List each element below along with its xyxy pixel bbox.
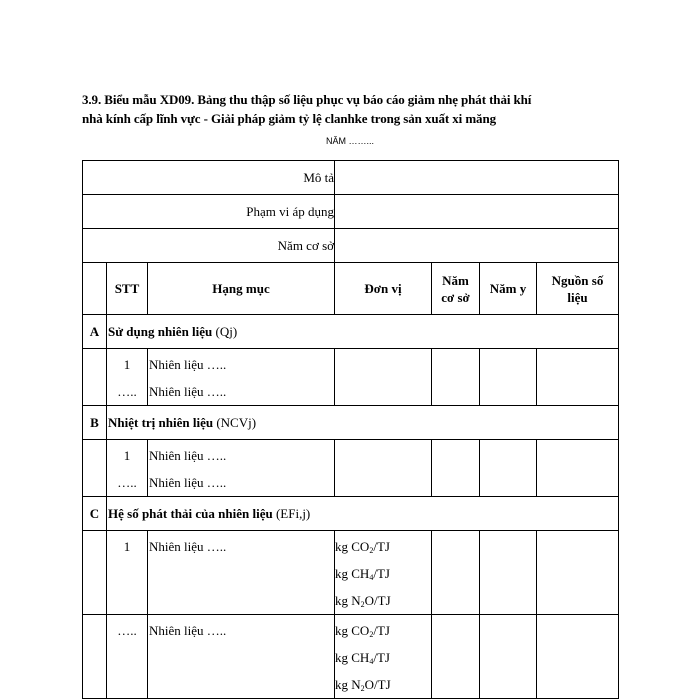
header-row — [83, 263, 619, 315]
section-c-item-1 — [83, 531, 619, 615]
description-row — [83, 161, 619, 195]
unit-cell[interactable] — [335, 440, 432, 497]
section-b-stt — [107, 440, 148, 497]
stt-dots: ….. — [117, 384, 137, 399]
section-a-items — [83, 349, 619, 406]
header-base-year-line-1: Năm — [442, 272, 469, 288]
blank-cell — [83, 440, 107, 497]
scope-value-cell[interactable] — [335, 195, 619, 229]
section-c-units-2 — [335, 615, 432, 699]
data-collection-table — [82, 160, 619, 699]
stt-1: 1 — [123, 357, 131, 372]
form-title-line-2: nhà kính cấp lĩnh vực - Giải pháp giảm tỷ lệ clanhke trong sản xuất xi măng — [82, 111, 496, 126]
section-a-title — [107, 315, 619, 349]
source-cell[interactable] — [537, 531, 619, 615]
unit-n2o: kg $N_2O/TJ$ — [335, 593, 391, 609]
fuel-item: Nhiên liệu ….. — [149, 448, 227, 463]
section-a-symbol: (Qj) — [215, 323, 238, 339]
section-c-letter: C — [83, 497, 107, 531]
header-stt: STT — [107, 263, 148, 315]
unit-ch4: kg $CH_4/TJ$ — [335, 650, 390, 666]
description-value-cell[interactable] — [335, 161, 619, 195]
header-blank — [83, 263, 107, 315]
source-cell[interactable] — [537, 615, 619, 699]
unit-cell[interactable] — [335, 349, 432, 406]
unit-co2: kg $CO_2/TJ$ — [335, 539, 390, 555]
blank-cell — [83, 349, 107, 406]
unit-ch4: kg $CH_4/TJ$ — [335, 566, 390, 582]
year-y-cell[interactable] — [480, 615, 537, 699]
base-year-cell[interactable] — [432, 615, 480, 699]
header-unit: Đơn vị — [335, 263, 432, 315]
blank-cell — [83, 531, 107, 615]
header-source-line-1: Nguồn số — [551, 272, 604, 288]
year-y-cell[interactable] — [480, 349, 537, 406]
section-c-item-2 — [83, 615, 619, 699]
stt-1: 1 — [123, 448, 131, 463]
section-a-letter: A — [83, 315, 107, 349]
description-label: Mô tả — [83, 161, 335, 195]
base-year-row — [83, 229, 619, 263]
header-year-y: Năm y — [480, 263, 537, 315]
blank-cell — [83, 615, 107, 699]
base-year-value-cell[interactable] — [335, 229, 619, 263]
section-c-row — [83, 497, 619, 531]
fuel-item: Nhiên liệu ….. — [149, 623, 227, 638]
section-a-items-cell — [148, 349, 335, 406]
header-base-year — [432, 263, 480, 315]
unit-co2: kg $CO_2/TJ$ — [335, 623, 390, 639]
form-title-line-1: 3.9. Biểu mẫu XD09. Bảng thu thập số liệu phục vụ báo cáo giảm nhẹ phát thải khí — [82, 92, 532, 107]
section-b-name: Nhiệt trị nhiên liệu — [108, 414, 214, 430]
scope-label: Phạm vi áp dụng — [83, 195, 335, 229]
section-c-item-2-cell — [148, 615, 335, 699]
section-b-title — [107, 406, 619, 440]
section-c-stt-2 — [107, 615, 148, 699]
section-c-stt-1 — [107, 531, 148, 615]
section-a-row — [83, 315, 619, 349]
stt-dots: ….. — [117, 475, 137, 490]
fuel-item: Nhiên liệu ….. — [149, 384, 227, 399]
stt-1: 1 — [123, 539, 131, 554]
fuel-item: Nhiên liệu ….. — [149, 475, 227, 490]
base-year-label: Năm cơ sở — [83, 229, 335, 263]
header-base-year-line-2: cơ sở — [441, 289, 470, 305]
header-source — [537, 263, 619, 315]
year-label: NĂM ……... — [325, 136, 374, 146]
source-cell[interactable] — [537, 349, 619, 406]
fuel-item: Nhiên liệu ….. — [149, 539, 227, 554]
section-b-items — [83, 440, 619, 497]
header-source-line-2: liệu — [567, 289, 588, 305]
year-y-cell[interactable] — [480, 531, 537, 615]
source-cell[interactable] — [537, 440, 619, 497]
section-c-item-1-cell — [148, 531, 335, 615]
base-year-cell[interactable] — [432, 440, 480, 497]
header-item: Hạng mục — [148, 263, 335, 315]
section-c-name: Hệ số phát thải của nhiên liệu — [108, 505, 273, 521]
base-year-cell[interactable] — [432, 531, 480, 615]
scope-row — [83, 195, 619, 229]
section-c-title — [107, 497, 619, 531]
form-title — [82, 90, 622, 128]
section-a-stt — [107, 349, 148, 406]
stt-dots: ….. — [117, 623, 137, 638]
year-y-cell[interactable] — [480, 440, 537, 497]
fuel-item: Nhiên liệu ….. — [149, 357, 227, 372]
section-b-letter: B — [83, 406, 107, 440]
section-b-items-cell — [148, 440, 335, 497]
section-b-row — [83, 406, 619, 440]
section-a-name: Sử dụng nhiên liệu — [108, 323, 213, 339]
section-c-units-1 — [335, 531, 432, 615]
unit-n2o: kg $N_2O/TJ$ — [335, 677, 391, 693]
base-year-cell[interactable] — [432, 349, 480, 406]
section-c-symbol: (EFi,j) — [275, 505, 311, 521]
section-b-symbol: (NCVj) — [216, 414, 257, 430]
